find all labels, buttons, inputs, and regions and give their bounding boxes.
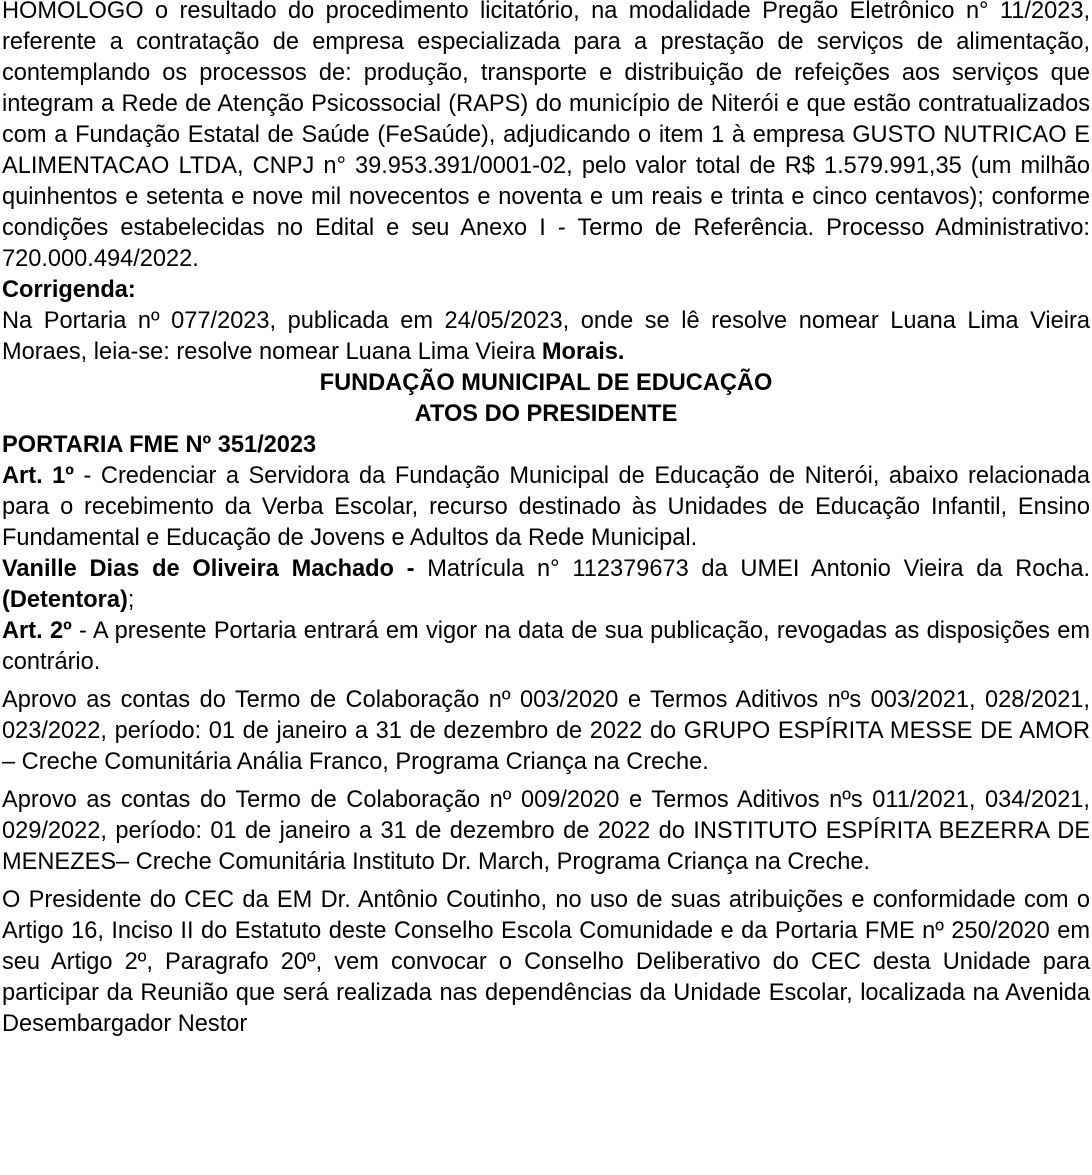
section-title-acts: ATOS DO PRESIDENTE <box>414 401 678 427</box>
corrigenda-text: Na Portaria nº 077/2023, publicada em 24/05/2023, onde se lê resolve nomear Luana Lima Vieira Moraes, leia-se: resolve nomear Luana Lima Vieira <box>2 308 1090 365</box>
section-title-foundation: FUNDAÇÃO MUNICIPAL DE EDUCAÇÃO <box>319 370 773 396</box>
corrigenda-bold-end: Morais. <box>541 339 625 365</box>
art2-paragraph <box>2 616 1090 678</box>
person-role: (Detentora) <box>2 587 128 613</box>
person-text: Matrícula n° 112379673 da UMEI Antonio Vieira da Rocha. <box>414 556 1091 582</box>
art1-text: - Credenciar a Servidora da Fundação Municipal de Educação de Niterói, abaixo relacionada para o recebimento da Verba Escolar, recurso destinado às Unidades de Educação Infantil, Ensino Fundamental e Educação de Jovens e Adultos da Rede Municipal. <box>2 463 1090 551</box>
aprovo-paragraph-1: Aprovo as contas do Termo de Colaboração nº 003/2020 e Termos Aditivos nºs 003/2021, 028/2021, 023/2022, período: 01 de janeiro a 31 de dezembro de 2022 do GRUPO ESPÍRITA MESSE DE AMOR – Creche Comunitária Anália Franco, Programa Criança na Creche. <box>2 687 1090 775</box>
portaria-title: PORTARIA FME Nº 351/2023 <box>2 432 317 458</box>
aprovo-paragraph-2: Aprovo as contas do Termo de Colaboração nº 009/2020 e Termos Aditivos nºs 011/2021, 034/2021, 029/2022, período: 01 de janeiro a 31 de dezembro de 2022 do INSTITUTO ESPÍRITA BEZERRA DE MENEZES– Creche Comunitária Instituto Dr. March, Programa Criança na Creche. <box>2 787 1090 875</box>
person-name: Vanille Dias de Oliveira Machado - <box>2 556 415 582</box>
homologo-paragraph: HOMOLOGO o resultado do procedimento licitatório, na modalidade Pregão Eletrônico n° 11/2023, referente a contratação de empresa especializada para a prestação de serviços de alimentação, contemplando os processos de: produção, transporte e distribuição de refeições aos serviços que integram a Rede de Atenção Psicossocial (RAPS) do município de Niterói e que estão contratualizados com a Fundação Estatal de Saúde (FeSaúde), adjudicando o item 1 à empresa GUSTO NUTRICAO E ALIMENTACAO LTDA, CNPJ n° 39.953.391/0001-02, pelo valor total de R$ 1.579.991,35 (um milhão quinhentos e setenta e nove mil novecentos e noventa e um reais e trinta e cinco centavos); conforme condições estabelecidas no Edital e seu Anexo I - Termo de Referência. Processo Administrativo: 720.000.494/2022. <box>2 0 1090 272</box>
art2-text: - A presente Portaria entrará em vigor na data de sua publicação, revogadas as disposições em contrário. <box>2 618 1090 675</box>
person-paragraph <box>2 554 1090 616</box>
presidente-cec-paragraph: O Presidente do CEC da EM Dr. Antônio Coutinho, no uso de suas atribuições e conformidade com o Artigo 16, Inciso II do Estatuto deste Conselho Escola Comunidade e da Portaria FME nº 250/2020 em seu Artigo 2º, Paragrafo 20º, vem convocar o Conselho Deliberativo do CEC desta Unidade para participar da Reunião que será realizada nas dependências da Unidade Escolar, localizada na Avenida Desembargador Nestor <box>2 887 1090 1037</box>
art2-label: Art. 2º <box>2 618 72 644</box>
art1-paragraph <box>2 461 1090 554</box>
art1-label: Art. 1º <box>2 463 74 489</box>
person-end: ; <box>127 587 135 613</box>
corrigenda-heading: Corrigenda: <box>2 277 136 303</box>
corrigenda-paragraph <box>2 306 1090 368</box>
